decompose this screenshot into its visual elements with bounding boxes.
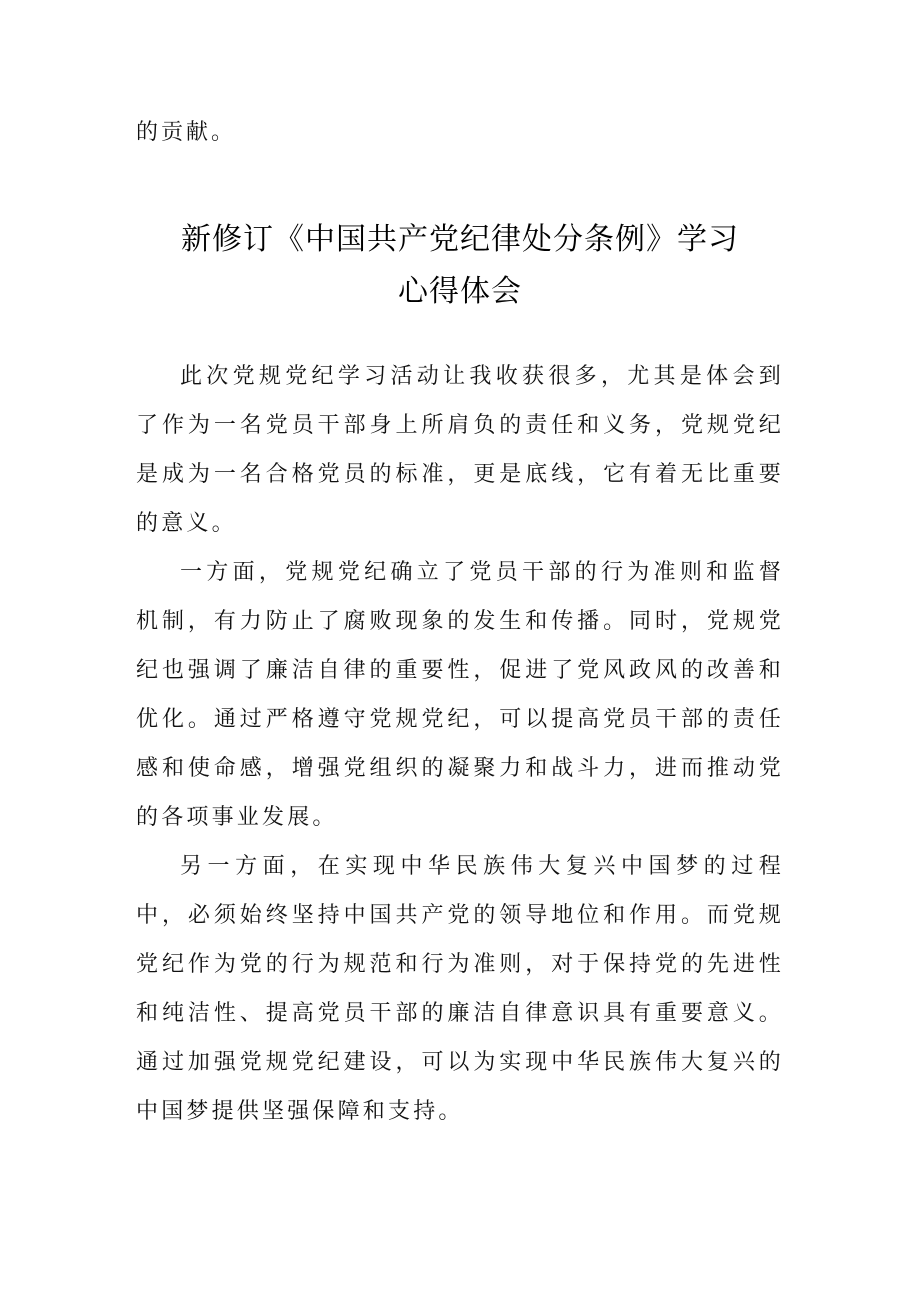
document-title-line-1: 新修订《中国共产党纪律处分条例》学习 <box>181 222 739 257</box>
paragraph-2: 一方面，党规党纪确立了党员干部的行为准则和监督机制，有力防止了腐败现象的发生和传播。同时，党规党纪也强调了廉洁自律的重要性，促进了党风政风的改善和优化。通过严格遵守党规党纪，可以提高党员干部的责任感和使命感，增强党组织的凝聚力和战斗力，进而推动党的各项事业发展。 <box>136 560 784 830</box>
previous-text-tail: 的贡献。 <box>136 120 237 145</box>
document-body <box>136 352 784 1136</box>
paragraph-1: 此次党规党纪学习活动让我收获很多，尤其是体会到了作为一名党员干部身上所肩负的责任和义务，党规党纪是成为一名合格党员的标准，更是底线，它有着无比重要的意义。 <box>136 364 784 536</box>
paragraph-3: 另一方面，在实现中华民族伟大复兴中国梦的过程中，必须始终坚持中国共产党的领导地位和作用。而党规党纪作为党的行为规范和行为准则，对于保持党的先进性和纯洁性、提高党员干部的廉洁自律意识具有重要意义。通过加强党规党纪建设，可以为实现中华民族伟大复兴的中国梦提供坚强保障和支持。 <box>136 854 784 1124</box>
document-title-line-2: 心得体会 <box>398 274 522 309</box>
document-title <box>120 214 800 318</box>
